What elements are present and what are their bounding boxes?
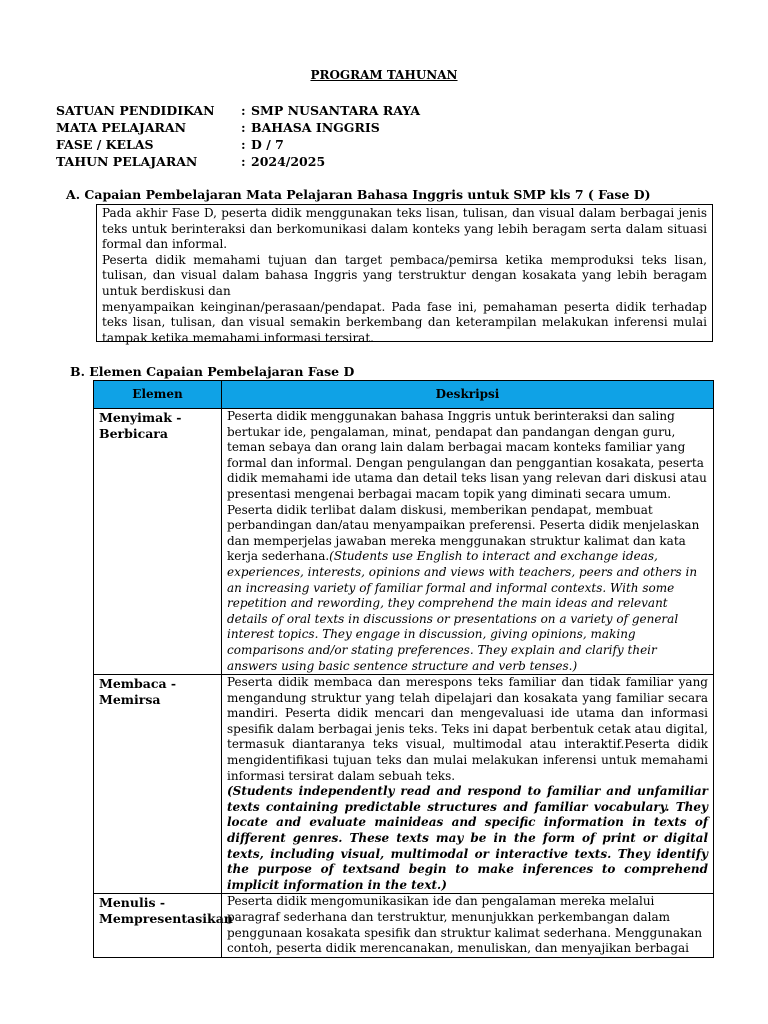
description-english: (Students independently read and respond to familiar and unfamiliar texts containing predictable structures and familiar vocabulary. They locate and evaluate mainideas and specific information in texts of different genres. These texts may be in the form of print or digital texts, including visual, multimodal or interactive texts. They identify the purpose of textsand begin to make inferences to comprehend implicit information in the text.) — [227, 784, 708, 892]
identity-label: TAHUN PELAJARAN — [56, 154, 198, 169]
section-a-heading: A. Capaian Pembelajaran Mata Pelajaran Bahasa Inggris untuk SMP kls 7 ( Fase D) — [66, 187, 651, 202]
table-row — [94, 675, 714, 894]
description-cell — [222, 675, 714, 894]
element-cell — [94, 675, 222, 894]
element-name: Menulis - Mempresentasikan — [99, 895, 233, 927]
identity-block — [56, 102, 420, 170]
element-cell — [94, 894, 233, 957]
identity-colon: : — [241, 154, 246, 169]
header-description: Deskripsi — [222, 381, 714, 409]
section-b-heading: B. Elemen Capaian Pembelajaran Fase D — [70, 364, 355, 379]
description-cell — [222, 409, 714, 675]
table-row — [94, 894, 714, 957]
elements-table — [93, 380, 714, 958]
section-a-paragraph: Peserta didik memahami tujuan dan target pembaca/pemirsa ketika memproduksi teks lisan, tulisan, dan visual dalam bahasa Inggris yang terstruktur dengan kosakata yang lebih beragam untuk berdiskusi dan — [102, 252, 707, 298]
section-a-paragraph: menyampaikan keinginan/perasaan/pendapat. Pada fase ini, pemahaman peserta didik terhadap teks lisan, tulisan, dan visual semakin berkembang dan keterampilan melakukan inferensi mulai tampak ketika memahami informasi tersirat. — [102, 299, 707, 345]
description-english: (Students use English to interact and exchange ideas, experiences, interests, opinions and views with teachers, peers and others in an increasing variety of familiar formal and informal contexts. With some repetition and rewording, they comprehend the main ideas and relevant details of oral texts in discussions or presentations on a variety of general interest topics. They engage in discussion, giving opinions, making comparisons and/or stating preferences. They explain and clarify their answers using basic sentence structure and verb tenses.) — [227, 549, 698, 673]
element-name: Menyimak - Berbicara — [99, 410, 182, 441]
identity-label: FASE / KELAS — [56, 137, 154, 152]
identity-colon: : — [241, 103, 246, 118]
header-element: Elemen — [94, 381, 222, 409]
description-indonesian: Peserta didik membaca dan merespons teks familiar dan tidak familiar yang mengandung struktur yang telah dipelajari dan kosakata yang familiar secara mandiri. Peserta didik mencari dan mengevaluasi ide utama dan informasi spesifik dalam berbagai jenis teks. Teks ini dapat berbentuk cetak atau digital, termasuk diantaranya teks visual, multimodal atau interaktif.Peserta didik mengidentifikasi tujuan teks dan mulai melakukan inferensi untuk memahami informasi tersirat dalam sebuah teks. — [227, 675, 708, 783]
description-cell — [222, 894, 714, 957]
identity-row — [56, 119, 420, 136]
identity-value: SMP NUSANTARA RAYA — [251, 103, 421, 118]
table-row — [94, 409, 714, 675]
element-cell — [94, 409, 222, 675]
identity-value: D / 7 — [251, 137, 284, 152]
identity-colon: : — [241, 137, 246, 152]
identity-value: BAHASA INGGRIS — [251, 120, 380, 135]
identity-value: 2024/2025 — [251, 154, 326, 169]
identity-colon: : — [241, 120, 246, 135]
document-title: PROGRAM TAHUNAN — [310, 68, 458, 82]
identity-row — [56, 153, 420, 170]
description-indonesian: Peserta didik mengomunikasikan ide dan pengalaman mereka melalui paragraf sederhana dan terstruktur, menunjukkan perkembangan dalam penggunaan kosakata spesifik dan struktur kalimat sederhana. Menggunakan contoh, peserta didik merencanakan, menuliskan, dan menyajikan berbagai — [227, 894, 703, 956]
element-name: Membaca - Memirsa — [99, 676, 177, 708]
description-indonesian: Peserta didik menggunakan bahasa Inggris untuk berinteraksi dan saling bertukar ide, pengalaman, minat, pendapat dan pandangan dengan guru, teman sebaya dan orang lain dalam berbagai macam konteks familiar yang formal dan informal. Dengan pengulangan dan penggantian kosakata, peserta didik memahami ide utama dan detail teks lisan yang relevan dari diskusi atau presentasi mengenai berbagai macam topik yang diminati secara umum. Peserta didik terlibat dalam diskusi, memberikan pendapat, membuat perbandingan dan/atau menyampaikan preferensi. Peserta didik menjelaskan dan memperjelas jawaban mereka menggunakan struktur kalimat dan kata kerja sederhana. — [227, 409, 707, 564]
identity-row — [56, 102, 420, 119]
identity-label: SATUAN PENDIDIKAN — [56, 103, 215, 118]
table-header-row — [94, 381, 714, 409]
identity-label: MATA PELAJARAN — [56, 120, 187, 135]
section-a-paragraph: Pada akhir Fase D, peserta didik menggunakan teks lisan, tulisan, dan visual dalam berbagai jenis teks untuk berinteraksi dan berkomunikasi dalam konteks yang lebih beragam serta dalam situasi formal dan informal. — [102, 206, 707, 252]
identity-row — [56, 136, 420, 153]
section-a-box — [96, 204, 713, 345]
